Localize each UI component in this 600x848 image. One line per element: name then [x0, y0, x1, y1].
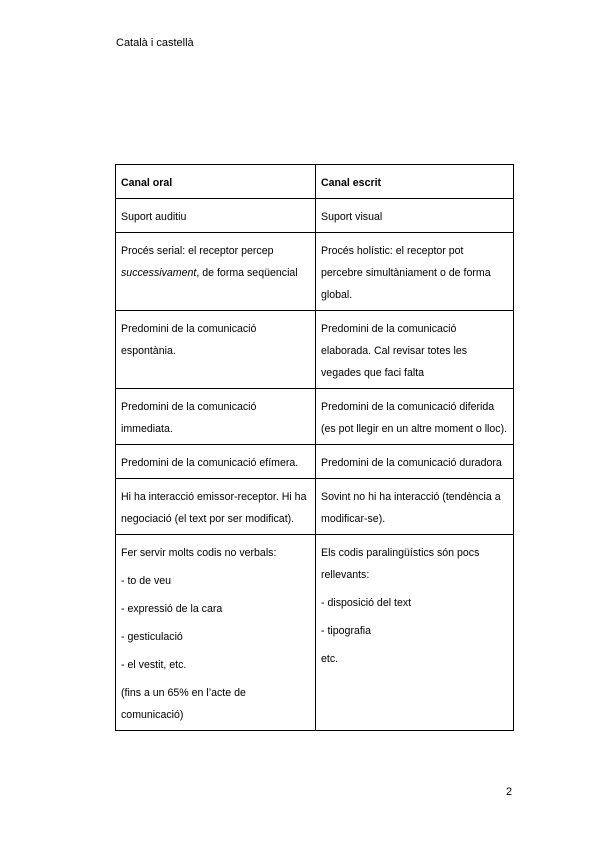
- running-header: Català i castellà: [116, 37, 194, 49]
- table-row: [116, 233, 514, 311]
- cell-oral: [116, 233, 316, 311]
- cell-escrit: Sovint no hi ha interacció (tendència a modificar-se).: [316, 479, 514, 535]
- emphasized-text: successivament: [121, 267, 197, 279]
- table-row: [116, 311, 514, 389]
- table-row: [116, 389, 514, 445]
- cell-line: Els codis paralingüístics són pocs rellevants:: [321, 547, 480, 581]
- cell-line: - tipografia: [321, 625, 372, 637]
- cell-line: Fer servir molts codis no verbals:: [121, 547, 277, 559]
- comparison-table: [115, 164, 514, 731]
- cell-oral: Hi ha interacció emissor-receptor. Hi ha negociació (el text por ser modificat).: [116, 479, 316, 535]
- cell-escrit: Procés holístic: el receptor pot percebre simultàniament o de forma global.: [316, 233, 514, 311]
- cell-escrit: Predomini de la comunicació duradora: [316, 445, 514, 479]
- table-header-row: [116, 165, 514, 199]
- column-header-oral: Canal oral: [116, 165, 316, 199]
- table-row: [116, 479, 514, 535]
- cell-oral: [116, 535, 316, 731]
- cell-oral: Predomini de la comunicació espontània.: [116, 311, 316, 389]
- table-row: [116, 445, 514, 479]
- cell-line: - disposició del text: [321, 597, 412, 609]
- cell-escrit: Predomini de la comunicació elaborada. Cal revisar totes les vegades que faci falta: [316, 311, 514, 389]
- cell-oral: Predomini de la comunicació immediata.: [116, 389, 316, 445]
- table-row: [116, 199, 514, 233]
- cell-line: (fins a un 65% en l’acte de comunicació): [121, 687, 246, 721]
- column-header-escrit: Canal escrit: [316, 165, 514, 199]
- cell-line: - to de veu: [121, 575, 172, 587]
- cell-line: - el vestit, etc.: [121, 659, 187, 671]
- cell-escrit: Predomini de la comunicació diferida (es pot llegir en un altre moment o lloc).: [316, 389, 514, 445]
- cell-line: - expressió de la cara: [121, 603, 223, 615]
- cell-text: , de forma seqüencial: [196, 267, 298, 279]
- cell-escrit: [316, 535, 514, 731]
- cell-line: - gesticulació: [121, 631, 183, 643]
- table-row: [116, 535, 514, 731]
- page-number: 2: [506, 786, 513, 798]
- cell-oral: Predomini de la comunicació efímera.: [116, 445, 316, 479]
- cell-escrit: Suport visual: [316, 199, 514, 233]
- cell-text: Procés serial: el receptor percep: [121, 245, 274, 257]
- cell-oral: Suport auditiu: [116, 199, 316, 233]
- cell-line: etc.: [321, 653, 339, 665]
